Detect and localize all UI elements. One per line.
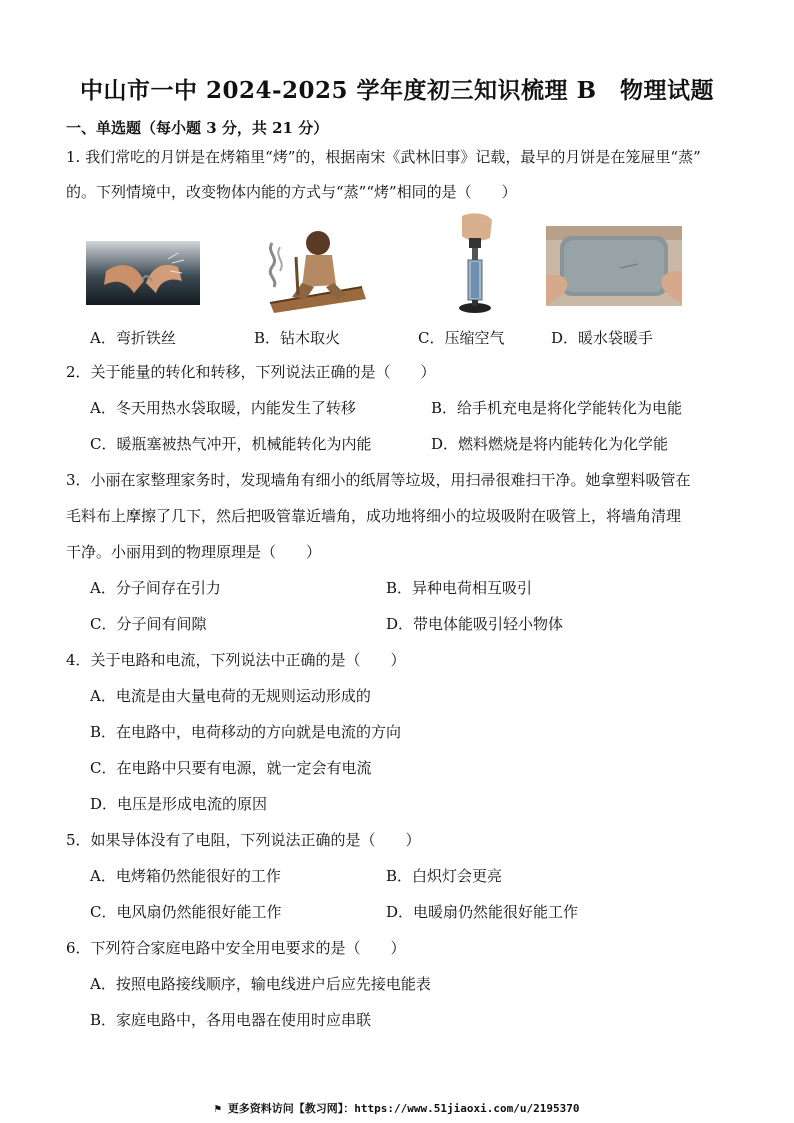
q5-option-d: D．电暖扇仍然能很好能工作 [386,903,579,921]
q3-option-b: B．异种电荷相互吸引 [386,579,533,597]
bending-wire-image [86,241,200,305]
q1-option-a: A．弯折铁丝 [90,329,176,347]
q4-option-d: D．电压是形成电流的原因 [90,795,268,813]
q5-option-c: C．电风扇仍然能很好能工作 [90,903,282,921]
q6-option-b: B．家庭电路中，各用电器在使用时应串联 [90,1011,372,1029]
q2-option-c: C．暖瓶塞被热气冲开，机械能转化为内能 [90,435,372,453]
q4-option-b: B．在电路中，电荷移动的方向就是电流的方向 [90,723,402,741]
q4-stem: 4．关于电路和电流，下列说法中正确的是（ ） [66,651,406,669]
footer-link[interactable] [0,1100,794,1116]
footer-text: 更多资料访问【教习网】：https://www.51jiaoxi.com/u/2195370 [227,1102,580,1115]
q6-option-a: A．按照电路接线顺序，输电线进户后应先接电能表 [90,975,431,993]
q6-stem: 6．下列符合家庭电路中安全用电要求的是（ ） [66,939,406,957]
q1-option-d: D．暖水袋暖手 [551,329,654,347]
q1-option-b: B．钻木取火 [254,329,341,347]
page-title: 中山市一中 2024-2025 学年度初三知识梳理 B 物理试题 [79,77,715,104]
q3-stem-line2: 毛料布上摩擦了几下，然后把吸管靠近墙角，成功地将细小的垃圾吸附在吸管上，将墙角清理 [66,507,682,525]
section-heading: 一、单选题（每小题 3 分，共 21 分） [66,119,329,137]
q4-option-c: C．在电路中只要有电源，就一定会有电流 [90,759,372,777]
q5-option-a: A．电烤箱仍然能很好的工作 [90,867,281,885]
q2-option-a: A．冬天用热水袋取暖，内能发生了转移 [90,399,356,417]
q1-stem-line1: 1. 我们常吃的月饼是在烤箱里“烤”的，根据南宋《武林旧事》记载，最早的月饼是在笼屉里“蒸” [66,148,701,166]
hot-water-bag-image [546,226,682,306]
q2-option-b: B．给手机充电是将化学能转化为电能 [431,399,683,417]
q2-option-d: D．燃料燃烧是将内能转化为化学能 [431,435,669,453]
q3-option-d: D．带电体能吸引轻小物体 [386,615,564,633]
drilling-wood-fire-image [262,213,374,313]
q1-option-c: C．压缩空气 [418,329,505,347]
compress-air-syringe-image [452,212,500,316]
q3-option-c: C．分子间有间隙 [90,615,207,633]
q2-stem: 2．关于能量的转化和转移，下列说法正确的是（ ） [66,363,436,381]
flag-icon: ⚑ [214,1102,222,1115]
q1-stem-line2: 的。下列情境中，改变物体内能的方式与“蒸”“烤”相同的是（ ） [66,183,517,201]
q3-option-a: A．分子间存在引力 [90,579,221,597]
q4-option-a: A．电流是由大量电荷的无规则运动形成的 [90,687,371,705]
q5-stem: 5．如果导体没有了电阻，下列说法正确的是（ ） [66,831,421,849]
q5-option-b: B．白炽灯会更亮 [386,867,503,885]
q3-stem-line1: 3．小丽在家整理家务时，发现墙角有细小的纸屑等垃圾，用扫帚很难扫干净。她拿塑料吸管在 [66,471,691,489]
q3-stem-line3: 干净。小丽用到的物理原理是（ ） [66,543,322,561]
